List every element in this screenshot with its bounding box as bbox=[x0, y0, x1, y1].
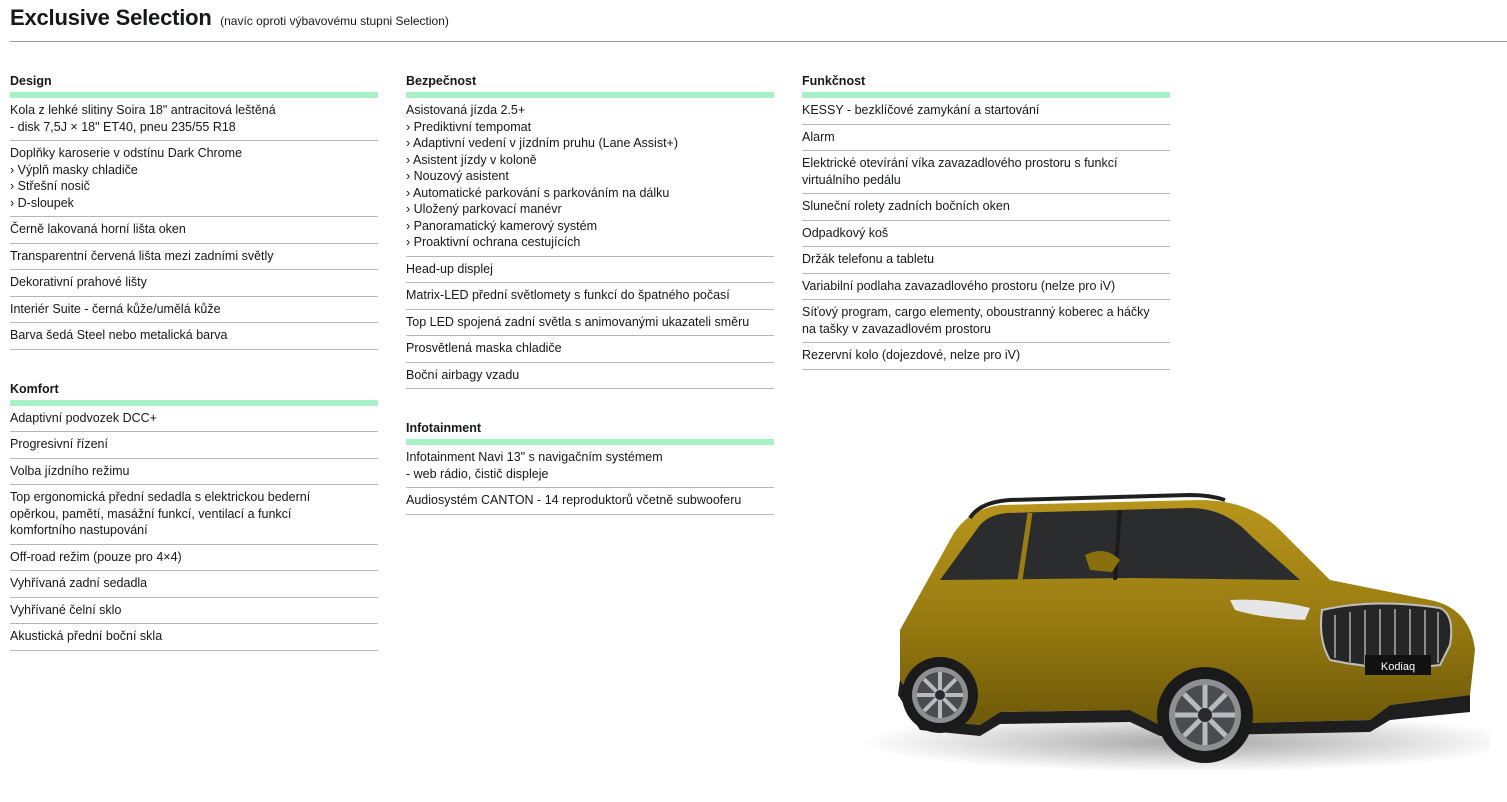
feature-item bbox=[10, 217, 378, 244]
feature-line: Odpadkový koš bbox=[802, 225, 889, 240]
rear-wheel bbox=[902, 657, 978, 733]
feature-item bbox=[10, 406, 378, 433]
feature-line: Progresivní řízení bbox=[10, 437, 108, 451]
feature-line: Vyhřívaná zadní sedadla bbox=[10, 576, 148, 590]
feature-line: Akustická přední boční skla bbox=[10, 629, 163, 643]
feature-item bbox=[802, 343, 1170, 370]
feature-line: › Výplň masky chladiče bbox=[10, 162, 138, 177]
feature-line: Barva šedá Steel nebo metalická barva bbox=[10, 328, 228, 342]
feature-line: Top LED spojená zadní světla s animovanými ukazateli směru bbox=[406, 314, 750, 329]
feature-line: virtuálního pedálu bbox=[802, 172, 901, 187]
feature-line: › D-sloupek bbox=[10, 195, 74, 210]
section bbox=[10, 380, 378, 651]
feature-item bbox=[10, 485, 378, 545]
feature-line: - disk 7,5J × 18" ET40, pneu 235/55 R18 bbox=[10, 119, 236, 134]
feature-line: opěrkou, pamětí, masážní funkcí, ventilací a funkcí bbox=[10, 506, 292, 521]
feature-item bbox=[10, 459, 378, 486]
section-heading: Design bbox=[10, 72, 378, 98]
feature-line: Interiér Suite - černá kůže/umělá kůže bbox=[10, 301, 221, 316]
feature-item bbox=[10, 141, 378, 217]
feature-line: Audiosystém CANTON - 14 reproduktorů včetně subwooferu bbox=[406, 493, 742, 507]
feature-line: Sluneční rolety zadních bočních oken bbox=[802, 199, 1010, 213]
feature-item bbox=[802, 300, 1170, 343]
feature-line: Asistovaná jízda 2.5+ bbox=[406, 103, 526, 117]
feature-line: › Střešní nosič bbox=[10, 179, 90, 193]
feature-line: Držák telefonu a tabletu bbox=[802, 252, 935, 266]
section bbox=[406, 419, 774, 515]
column-2 bbox=[406, 72, 774, 545]
feature-line: Elektrické otevírání víka zavazadlového prostoru s funkcí bbox=[802, 156, 1118, 170]
feature-line: Infotainment Navi 13" s navigačním systémem bbox=[406, 450, 663, 464]
front-wheel bbox=[1157, 667, 1253, 763]
feature-item bbox=[802, 247, 1170, 274]
column-1 bbox=[10, 72, 378, 681]
section-heading: Funkčnost bbox=[802, 72, 1170, 98]
section-heading: Bezpečnost bbox=[406, 72, 774, 98]
feature-item bbox=[10, 624, 378, 651]
feature-item bbox=[406, 310, 774, 337]
feature-line: › Nouzový asistent bbox=[406, 169, 509, 183]
feature-item bbox=[802, 221, 1170, 248]
feature-item bbox=[10, 432, 378, 459]
feature-line: Prosvětlená maska chladiče bbox=[406, 341, 562, 355]
feature-line: › Asistent jízdy v koloně bbox=[406, 152, 537, 167]
feature-line: Alarm bbox=[802, 129, 835, 144]
feature-line: › Proaktivní ochrana cestujících bbox=[406, 235, 581, 249]
feature-item bbox=[406, 363, 774, 390]
column-3 bbox=[802, 72, 1170, 400]
page-subtitle: (navíc oproti výbavovému stupni Selection) bbox=[220, 14, 449, 28]
feature-item bbox=[802, 151, 1170, 194]
feature-line: › Panoramatický kamerový systém bbox=[406, 218, 598, 233]
feature-item bbox=[10, 571, 378, 598]
feature-line: Transparentní červená lišta mezi zadními světly bbox=[10, 248, 274, 263]
section-heading: Infotainment bbox=[406, 419, 774, 445]
page-title: Exclusive Selection bbox=[10, 5, 212, 30]
feature-item bbox=[406, 336, 774, 363]
section bbox=[406, 72, 774, 389]
feature-line: Černě lakovaná horní lišta oken bbox=[10, 222, 186, 236]
feature-item bbox=[10, 270, 378, 297]
feature-line: - web rádio, čistič displeje bbox=[406, 466, 549, 481]
feature-line: Matrix-LED přední světlomety s funkcí do špatného počasí bbox=[406, 288, 730, 302]
feature-item bbox=[10, 244, 378, 271]
feature-line: Vyhřívané čelní sklo bbox=[10, 602, 122, 617]
feature-line: komfortního nastupování bbox=[10, 523, 148, 537]
feature-item bbox=[10, 297, 378, 324]
section bbox=[802, 72, 1170, 370]
feature-line: KESSY - bezklíčové zamykání a startování bbox=[802, 103, 1040, 117]
feature-item bbox=[10, 598, 378, 625]
feature-item bbox=[10, 98, 378, 141]
feature-line: Síťový program, cargo elementy, oboustranný koberec a háčky bbox=[802, 305, 1150, 319]
feature-line: Boční airbagy vzadu bbox=[406, 367, 520, 382]
feature-item bbox=[802, 98, 1170, 125]
feature-line: Variabilní podlaha zavazadlového prostoru (nelze pro iV) bbox=[802, 278, 1116, 293]
feature-item bbox=[802, 194, 1170, 221]
feature-line: Volba jízdního režimu bbox=[10, 463, 130, 478]
feature-line: Off-road režim (pouze pro 4×4) bbox=[10, 549, 182, 564]
feature-line: Adaptivní podvozek DCC+ bbox=[10, 410, 157, 425]
feature-item bbox=[406, 98, 774, 257]
feature-item bbox=[406, 283, 774, 310]
feature-line: na tašky v zavazadlovém prostoru bbox=[802, 321, 991, 336]
feature-line: › Prediktivní tempomat bbox=[406, 119, 532, 134]
feature-item bbox=[406, 257, 774, 284]
feature-item bbox=[10, 545, 378, 572]
feature-item bbox=[406, 488, 774, 515]
feature-line: Doplňky karoserie v odstínu Dark Chrome bbox=[10, 146, 243, 160]
feature-line: › Automatické parkování s parkováním na dálku bbox=[406, 185, 670, 200]
feature-item bbox=[802, 125, 1170, 152]
feature-line: Dekorativní prahové lišty bbox=[10, 275, 147, 289]
feature-line: Kola z lehké slitiny Soira 18" antracitová leštěná bbox=[10, 103, 276, 117]
page-header bbox=[10, 4, 1507, 42]
feature-item bbox=[406, 445, 774, 488]
feature-line: › Adaptivní vedení v jízdním pruhu (Lane Assist+) bbox=[406, 136, 679, 150]
feature-item bbox=[10, 323, 378, 350]
feature-line: › Uložený parkovací manévr bbox=[406, 202, 562, 216]
section bbox=[10, 72, 378, 350]
section-heading: Komfort bbox=[10, 380, 378, 406]
feature-line: Head-up displej bbox=[406, 261, 493, 276]
car-image bbox=[830, 480, 1490, 790]
feature-line: Top ergonomická přední sedadla s elektrickou bederní bbox=[10, 490, 311, 504]
feature-item bbox=[802, 274, 1170, 301]
feature-line: Rezervní kolo (dojezdové, nelze pro iV) bbox=[802, 348, 1021, 362]
car-plate-text: Kodiaq bbox=[1380, 661, 1416, 673]
